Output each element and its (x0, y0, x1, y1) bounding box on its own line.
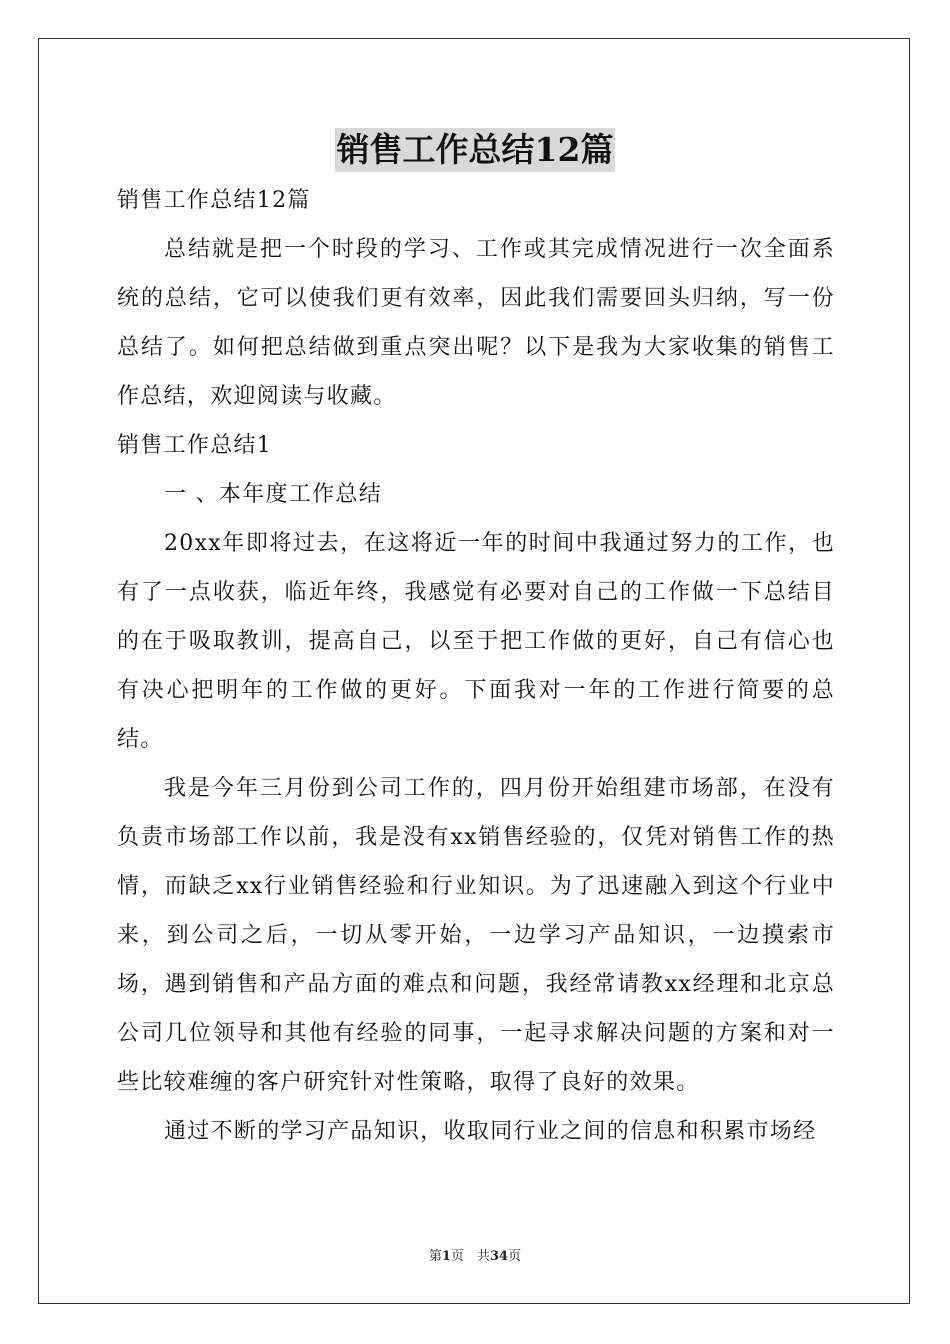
footer-middle: 页 共 (450, 1249, 490, 1264)
body-paragraph: 20xx年即将过去，在这将近一年的时间中我通过努力的工作，也有了一点收获，临近年终，我感觉有必要对自己的工作做一下总结目的在于吸取教训，提高自己，以至于把工作做的更好，自己有信心也有决心把明年的工作做的更好。下面我对一年的工作进行简要的总结。 (117, 531, 835, 752)
title-container (0, 128, 950, 172)
subtitle-line: 销售工作总结12篇 (117, 188, 311, 213)
footer-suffix: 页 (508, 1249, 522, 1264)
body-paragraph: 我是今年三月份到公司工作的，四月份开始组建市场部，在没有负责市场部工作以前，我是没有xx销售经验的，仅凭对销售工作的热情，而缺乏xx行业销售经验和行业知识。为了迅速融入到这个行业中来，到公司之后，一切从零开始，一边学习产品知识，一边摸索市场，遇到销售和产品方面的难点和问题，我经常请教xx经理和北京总公司几位领导和其他有经验的同事，一起寻求解决问题的方案和对一些比较难缠的客户研究针对性策略，取得了良好的效果。 (117, 776, 835, 1095)
page-footer (0, 1245, 950, 1264)
body-paragraph: 通过不断的学习产品知识，收取同行业之间的信息和积累市场经 (164, 1119, 817, 1144)
intro-paragraph: 总结就是把一个时段的学习、工作或其完成情况进行一次全面系统的总结，它可以使我们更有效率，因此我们需要回头归纳，写一份总结了。如何把总结做到重点突出呢？以下是我为大家收集的销售工作总结，欢迎阅读与收藏。 (117, 237, 835, 409)
current-page-number: 1 (441, 1249, 451, 1264)
document-title: 销售工作总结12篇 (335, 128, 616, 172)
subsection-heading: 一 、本年度工作总结 (164, 482, 382, 507)
section-heading: 销售工作总结1 (117, 433, 273, 458)
footer-prefix: 第 (428, 1249, 442, 1264)
document-body (117, 176, 835, 1156)
total-pages-number: 34 (489, 1249, 509, 1264)
